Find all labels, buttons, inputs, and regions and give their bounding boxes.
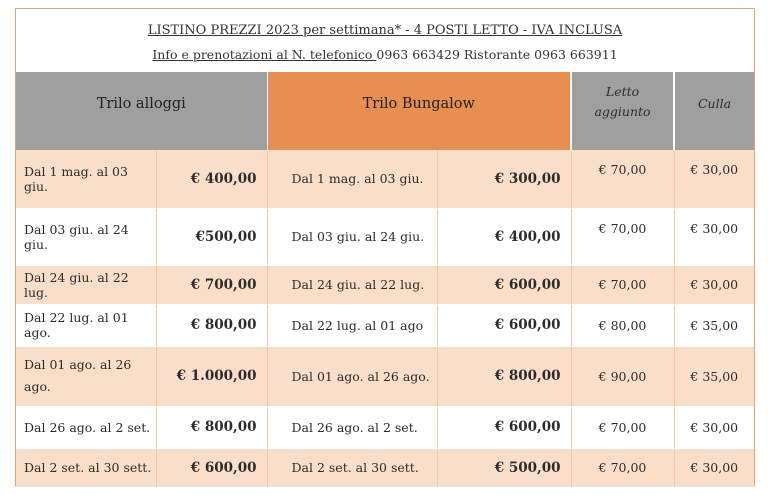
letto-price: € 90,00 xyxy=(571,346,674,406)
culla-price: € 30,00 xyxy=(674,150,754,208)
header-letto-aggiunto xyxy=(571,72,674,150)
table-row xyxy=(16,304,754,346)
alloggi-price: € 800,00 xyxy=(156,304,267,346)
price-list-title: LISTINO PREZZI 2023 per settimana* - 4 POSTI LETTO - IVA INCLUSA xyxy=(147,23,623,38)
letto-price: € 70,00 xyxy=(571,265,674,304)
header-trilo-bungalow: Trilo Bungalow xyxy=(267,72,571,150)
bungalow-period: Dal 24 giu. al 22 lug. xyxy=(267,265,437,304)
phone-numbers: 0963 663429 Ristorante 0963 663911 xyxy=(376,47,618,62)
letto-price: € 70,00 xyxy=(571,406,674,448)
contact-prefix: Info e prenotazioni al N. telefonico xyxy=(152,47,377,62)
bungalow-period: Dal 03 giu. al 24 giu. xyxy=(267,208,437,265)
bungalow-period: Dal 1 mag. al 03 giu. xyxy=(267,150,437,208)
alloggi-period: Dal 03 giu. al 24 giu. xyxy=(16,208,156,265)
bungalow-period: Dal 26 ago. al 2 set. xyxy=(267,406,437,448)
header-aggiunto-word: aggiunto xyxy=(594,104,651,119)
letto-price: € 80,00 xyxy=(571,304,674,346)
alloggi-price: € 700,00 xyxy=(156,265,267,304)
table-row xyxy=(16,448,754,487)
bungalow-price: € 500,00 xyxy=(437,448,571,487)
bungalow-price: € 400,00 xyxy=(437,208,571,265)
header-trilo-alloggi: Trilo alloggi xyxy=(16,72,267,150)
contact-line xyxy=(16,46,754,64)
document-header xyxy=(16,9,754,72)
culla-price: € 30,00 xyxy=(674,208,754,265)
bungalow-price: € 600,00 xyxy=(437,265,571,304)
table-row xyxy=(16,346,754,406)
alloggi-period: Dal 2 set. al 30 sett. xyxy=(16,448,156,487)
bungalow-price: € 600,00 xyxy=(437,406,571,448)
table-row xyxy=(16,150,754,208)
bungalow-price: € 600,00 xyxy=(437,304,571,346)
alloggi-price: €500,00 xyxy=(156,208,267,265)
alloggi-period: Dal 1 mag. al 03 giu. xyxy=(16,150,156,208)
table-header-row xyxy=(16,72,754,150)
bungalow-price: € 300,00 xyxy=(437,150,571,208)
alloggi-period: Dal 24 giu. al 22 lug. xyxy=(16,265,156,304)
bungalow-price: € 800,00 xyxy=(437,346,571,406)
alloggi-price: € 1.000,00 xyxy=(156,346,267,406)
header-culla: Culla xyxy=(674,72,754,150)
price-table xyxy=(16,72,754,488)
table-row xyxy=(16,265,754,304)
bungalow-period: Dal 2 set. al 30 sett. xyxy=(267,448,437,487)
letto-price: € 70,00 xyxy=(571,150,674,208)
alloggi-period: Dal 22 lug. al 01 ago. xyxy=(16,304,156,346)
culla-price: € 30,00 xyxy=(674,406,754,448)
culla-price: € 30,00 xyxy=(674,265,754,304)
culla-price: € 35,00 xyxy=(674,304,754,346)
culla-price: € 30,00 xyxy=(674,448,754,487)
letto-price: € 70,00 xyxy=(571,448,674,487)
alloggi-period: Dal 01 ago. al 26 ago. xyxy=(16,346,156,406)
bungalow-period: Dal 01 ago. al 26 ago. xyxy=(267,346,437,406)
alloggi-price: € 400,00 xyxy=(156,150,267,208)
price-list-document xyxy=(15,8,755,486)
culla-price: € 35,00 xyxy=(674,346,754,406)
bungalow-period: Dal 22 lug. al 01 ago xyxy=(267,304,437,346)
table-row xyxy=(16,208,754,265)
header-letto-word: Letto xyxy=(605,84,640,99)
alloggi-price: € 800,00 xyxy=(156,406,267,448)
letto-price: € 70,00 xyxy=(571,208,674,265)
alloggi-period: Dal 26 ago. al 2 set. xyxy=(16,406,156,448)
alloggi-price: € 600,00 xyxy=(156,448,267,487)
table-row xyxy=(16,406,754,448)
